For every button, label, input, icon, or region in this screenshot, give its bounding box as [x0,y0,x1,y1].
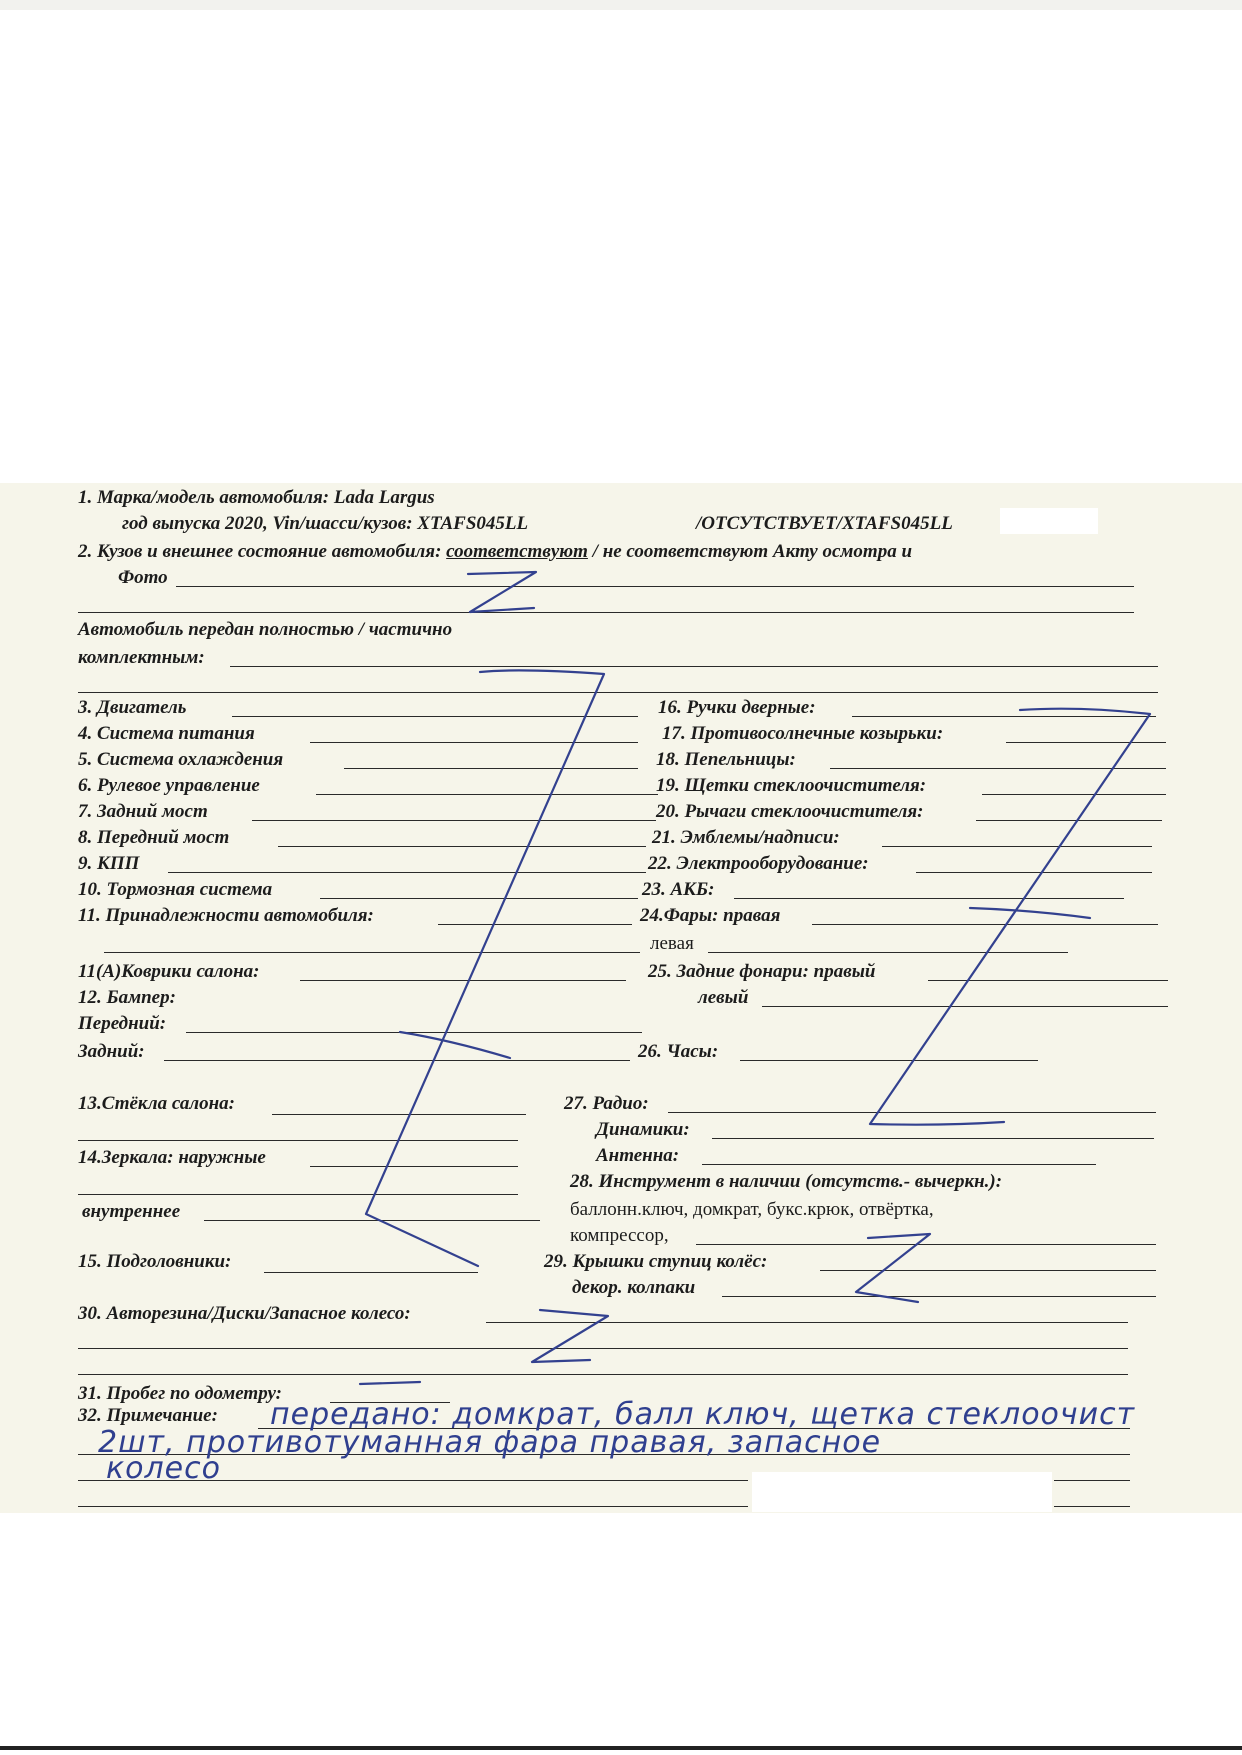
item-23: 23. АКБ: [642,879,715,900]
item-12-rear: Задний: [78,1041,145,1062]
item-16: 16. Ручки дверные: [658,697,816,718]
item-12-front: Передний: [78,1013,167,1034]
fill-line [78,1374,1128,1375]
fill-line [762,1006,1168,1007]
fill-line [310,1166,518,1167]
fill-line [272,1114,526,1115]
fill-line [330,1402,450,1403]
fill-line [230,666,1158,667]
fill-line [78,1140,518,1141]
fill-line [168,872,646,873]
fill-line [702,1164,1096,1165]
item-25: 25. Задние фонари: правый [648,961,876,982]
item-18: 18. Пепельницы: [656,749,796,770]
fill-line [708,952,1068,953]
item-31: 31. Пробег по одометру: [78,1383,282,1404]
fill-line [696,1244,1156,1245]
item2-photo-label: Фото [118,567,168,588]
fill-line [164,1060,630,1061]
fill-line [232,716,638,717]
item-27: 27. Радио: [564,1093,649,1114]
item-24: 24.Фары: правая [640,905,781,926]
fill-line [78,1480,748,1481]
item-14: 14.Зеркала: наружные [78,1147,266,1168]
fill-line [438,924,632,925]
item2-line [78,541,912,563]
scan-bottom-edge [0,1746,1242,1750]
item-3: 3. Двигатель [78,697,187,718]
fill-line [1054,1480,1130,1481]
fill-line [740,1060,1038,1061]
item-30: 30. Авторезина/Диски/Запасное колесо: [78,1303,411,1324]
fill-line [1006,742,1166,743]
fill-line [78,1454,1130,1455]
fill-line [78,1506,748,1507]
fill-line [882,846,1152,847]
handwritten-note-line3: колесо [106,1451,221,1486]
fill-line [812,924,1158,925]
item-28-list2: компрессор, [570,1225,669,1246]
fill-line [1054,1506,1130,1507]
fill-line [486,1322,1128,1323]
fill-line [186,1032,642,1033]
scan-edge [0,0,1242,10]
fill-line [300,980,626,981]
item-8: 8. Передний мост [78,827,230,848]
fill-line [668,1112,1156,1113]
item-27-speakers: Динамики: [596,1119,690,1140]
item-26: 26. Часы: [638,1041,719,1062]
item-22: 22. Электрооборудование: [648,853,869,874]
fill-line [78,612,1134,613]
fill-line [712,1138,1154,1139]
fill-line [916,872,1152,873]
fill-line [316,794,658,795]
redaction-box [1000,508,1098,534]
item1-title: 1. Марка/модель автомобиля: Lada Largus [78,487,435,508]
item1-details: год выпуска 2020, Vin/шасси/кузов: XTAFS045LL [122,513,529,534]
fill-line [982,794,1166,795]
fill-line [264,1272,478,1273]
fill-line [78,1194,518,1195]
item-24-left: левая [650,933,694,954]
item-19: 19. Щетки стеклоочистителя: [656,775,927,796]
completeness-line1: Автомобиль передан полностью / частично [78,619,453,640]
fill-line [830,768,1166,769]
item-14-inner: внутреннее [82,1201,181,1222]
fill-line [820,1270,1156,1271]
item-17: 17. Противосолнечные козырьки: [662,723,944,744]
item-28-list: баллонн.ключ, домкрат, букс.крюк, отвёртка, [570,1199,934,1220]
item1-details-right: /ОТСУТСТВУЕТ/XTAFS045LL [696,513,953,534]
item2-text-after: / не соответствуют Акту осмотра и [587,541,913,562]
fill-line [78,1348,1128,1349]
item-5: 5. Система охлаждения [78,749,284,770]
item-13: 13.Стёкла салона: [78,1093,235,1114]
item-11a: 11(А)Коврики салона: [78,961,260,982]
fill-line [976,820,1162,821]
fill-line [176,586,1134,587]
fill-line [258,1428,1130,1429]
fill-line [852,716,1156,717]
handwritten-note-line2: 2шт, противотуманная фара правая, запасное [98,1425,882,1460]
item-32: 32. Примечание: [78,1405,218,1426]
fill-line [928,980,1168,981]
item-4: 4. Система питания [78,723,255,744]
fill-line [722,1296,1156,1297]
item-28: 28. Инструмент в наличии (отсутств.- вычеркн.): [570,1171,1003,1192]
item-15: 15. Подголовники: [78,1251,232,1272]
completeness-line2: комплектным: [78,647,205,668]
item-11: 11. Принадлежности автомобиля: [78,905,374,926]
item-29: 29. Крышки ступиц колёс: [544,1251,768,1272]
fill-line [278,846,646,847]
fill-line [320,898,638,899]
fill-line [344,768,638,769]
item-21: 21. Эмблемы/надписи: [652,827,840,848]
fill-line [78,692,1158,693]
item-20: 20. Рычаги стеклоочистителя: [656,801,924,822]
fill-line [204,1220,540,1221]
item2-selected-option: соответствуют [446,541,588,562]
item-25-left: левый [698,987,749,1008]
item-29-caps: декор. колпаки [572,1277,696,1298]
fill-line [734,898,1124,899]
fill-line [310,742,638,743]
fill-line [252,820,656,821]
handwritten-note-line1: передано: домкрат, балл ключ, щетка стеклоочист [270,1397,1136,1432]
fill-line [104,952,640,953]
item-6: 6. Рулевое управление [78,775,260,796]
redaction-box [752,1472,1052,1512]
item-27-antenna: Антенна: [596,1145,680,1166]
item-10: 10. Тормозная система [78,879,273,900]
item-12: 12. Бампер: [78,987,176,1008]
item2-text-before: 2. Кузов и внешнее состояние автомобиля: [78,541,447,562]
item-9: 9. КПП [78,853,140,874]
item-7: 7. Задний мост [78,801,208,822]
